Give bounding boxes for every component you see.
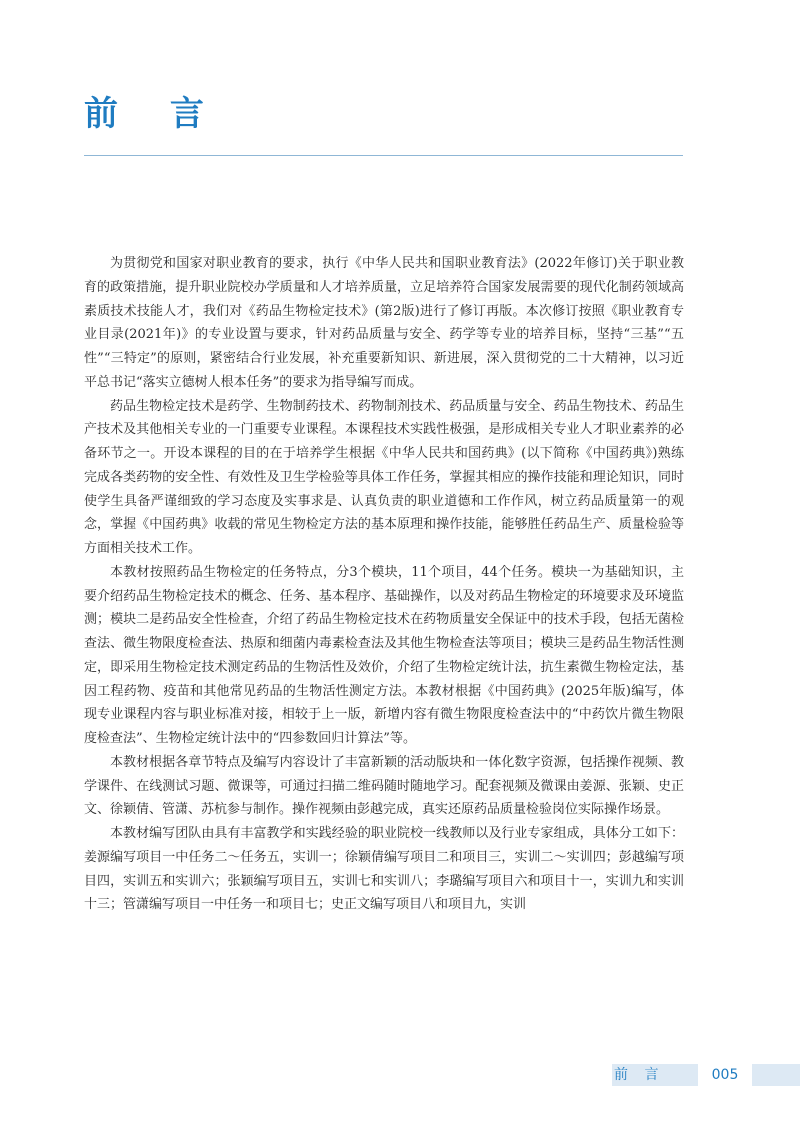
page-title: 前 言 <box>84 94 224 134</box>
paragraph-structure: 本教材按照药品生物检定的任务特点，分3个模块，11个项目，44个任务。模块一为基础知识，主要介绍药品生物检定技术的概念、任务、基本程序、基础操作，以及对药品生物检定的环境要求及环境监测；模块二是药品安全性检查，介绍了药品生物检定技术在药物质量安全保证中的技术手段，包括无菌检查法、微生物限度检查法、热原和细菌内毒素检查法及其他生物检查法等项目；模块三是药品生物活性测定，即采用生物检定技术测定药品的生物活性及效价，介绍了生物检定统计法，抗生素微生物检定法，基因工程药物、疫苗和其他常见药品的生物活性测定方法。本教材根据《中国药典》(2025年版)编写，体现专业课程内容与职业标准对接，相较于上一版，新增内容有微生物限度检查法中的“中药饮片微生物限度检查法”、生物检定统计法中的“四参数回归计算法”等。 <box>84 564 684 746</box>
paragraph-purpose: 为贯彻党和国家对职业教育的要求，执行《中华人民共和国职业教育法》(2022年修订)关于职业教育的政策措施，提升职业院校办学质量和人才培养质量，立足培养符合国家发展需要的现代化制药领域高素质技术技能人才，我们对《药品生物检定技术》(第2版)进行了修订再版。本次修订按照《职业教育专业目录(2021年)》的专业设置与要求，针对药品质量与安全、药学等专业的培养目标，坚持“三基”“五性”“三特定”的原则，紧密结合行业发展，补充重要新知识、新进展，深入贯彻党的二十大精神，以习近平总书记“落实立德树人根本任务”的要求为指导编写而成。 <box>84 256 684 390</box>
page-number: 005 <box>698 1064 752 1086</box>
body-text <box>84 252 684 917</box>
footer-section-label: 前 言 <box>614 1067 665 1083</box>
paragraph-digital-resources: 本教材根据各章节特点及编写内容设计了丰富新颖的活动版块和一体化数字资源，包括操作视频、教学课件、在线测试习题、微课等，可通过扫描二维码随时随地学习。配套视频及微课由姜源、张颖、史正文、徐颖倩、管潇、苏杭参与制作。操作视频由彭越完成，真实还原药品质量检验岗位实际操作场景。 <box>84 754 684 818</box>
paragraph-authors: 本教材编写团队由具有丰富教学和实践经验的职业院校一线教师以及行业专家组成，具体分工如下：姜源编写项目一中任务二～任务五，实训一；徐颖倩编写项目二和项目三，实训二～实训四；彭越编写项目四，实训五和实训六；张颖编写项目五，实训七和实训八；李璐编写项目六和项目十一，实训九和实训十三；管潇编写项目一中任务一和项目七；史正文编写项目八和项目九，实训 <box>84 826 684 913</box>
title-divider <box>84 155 683 156</box>
paragraph-course-intro: 药品生物检定技术是药学、生物制药技术、药物制剂技术、药品质量与安全、药品生物技术、药品生产技术及其他相关专业的一门重要专业课程。本课程技术实践性极强，是形成相关专业人才职业素养的必备环节之一。开设本课程的目的在于培养学生根据《中华人民共和国药典》(以下简称《中国药典》)熟练完成各类药物的安全性、有效性及卫生学检验等具体工作任务，掌握其相应的操作技能和理论知识，同时使学生具备严谨细致的学习态度及实事求是、认真负责的职业道德和工作作风，树立药品质量第一的观念，掌握《中国药典》收载的常见生物检定方法的基本原理和操作技能，能够胜任药品生产、质量检验等方面相关技术工作。 <box>84 398 684 556</box>
